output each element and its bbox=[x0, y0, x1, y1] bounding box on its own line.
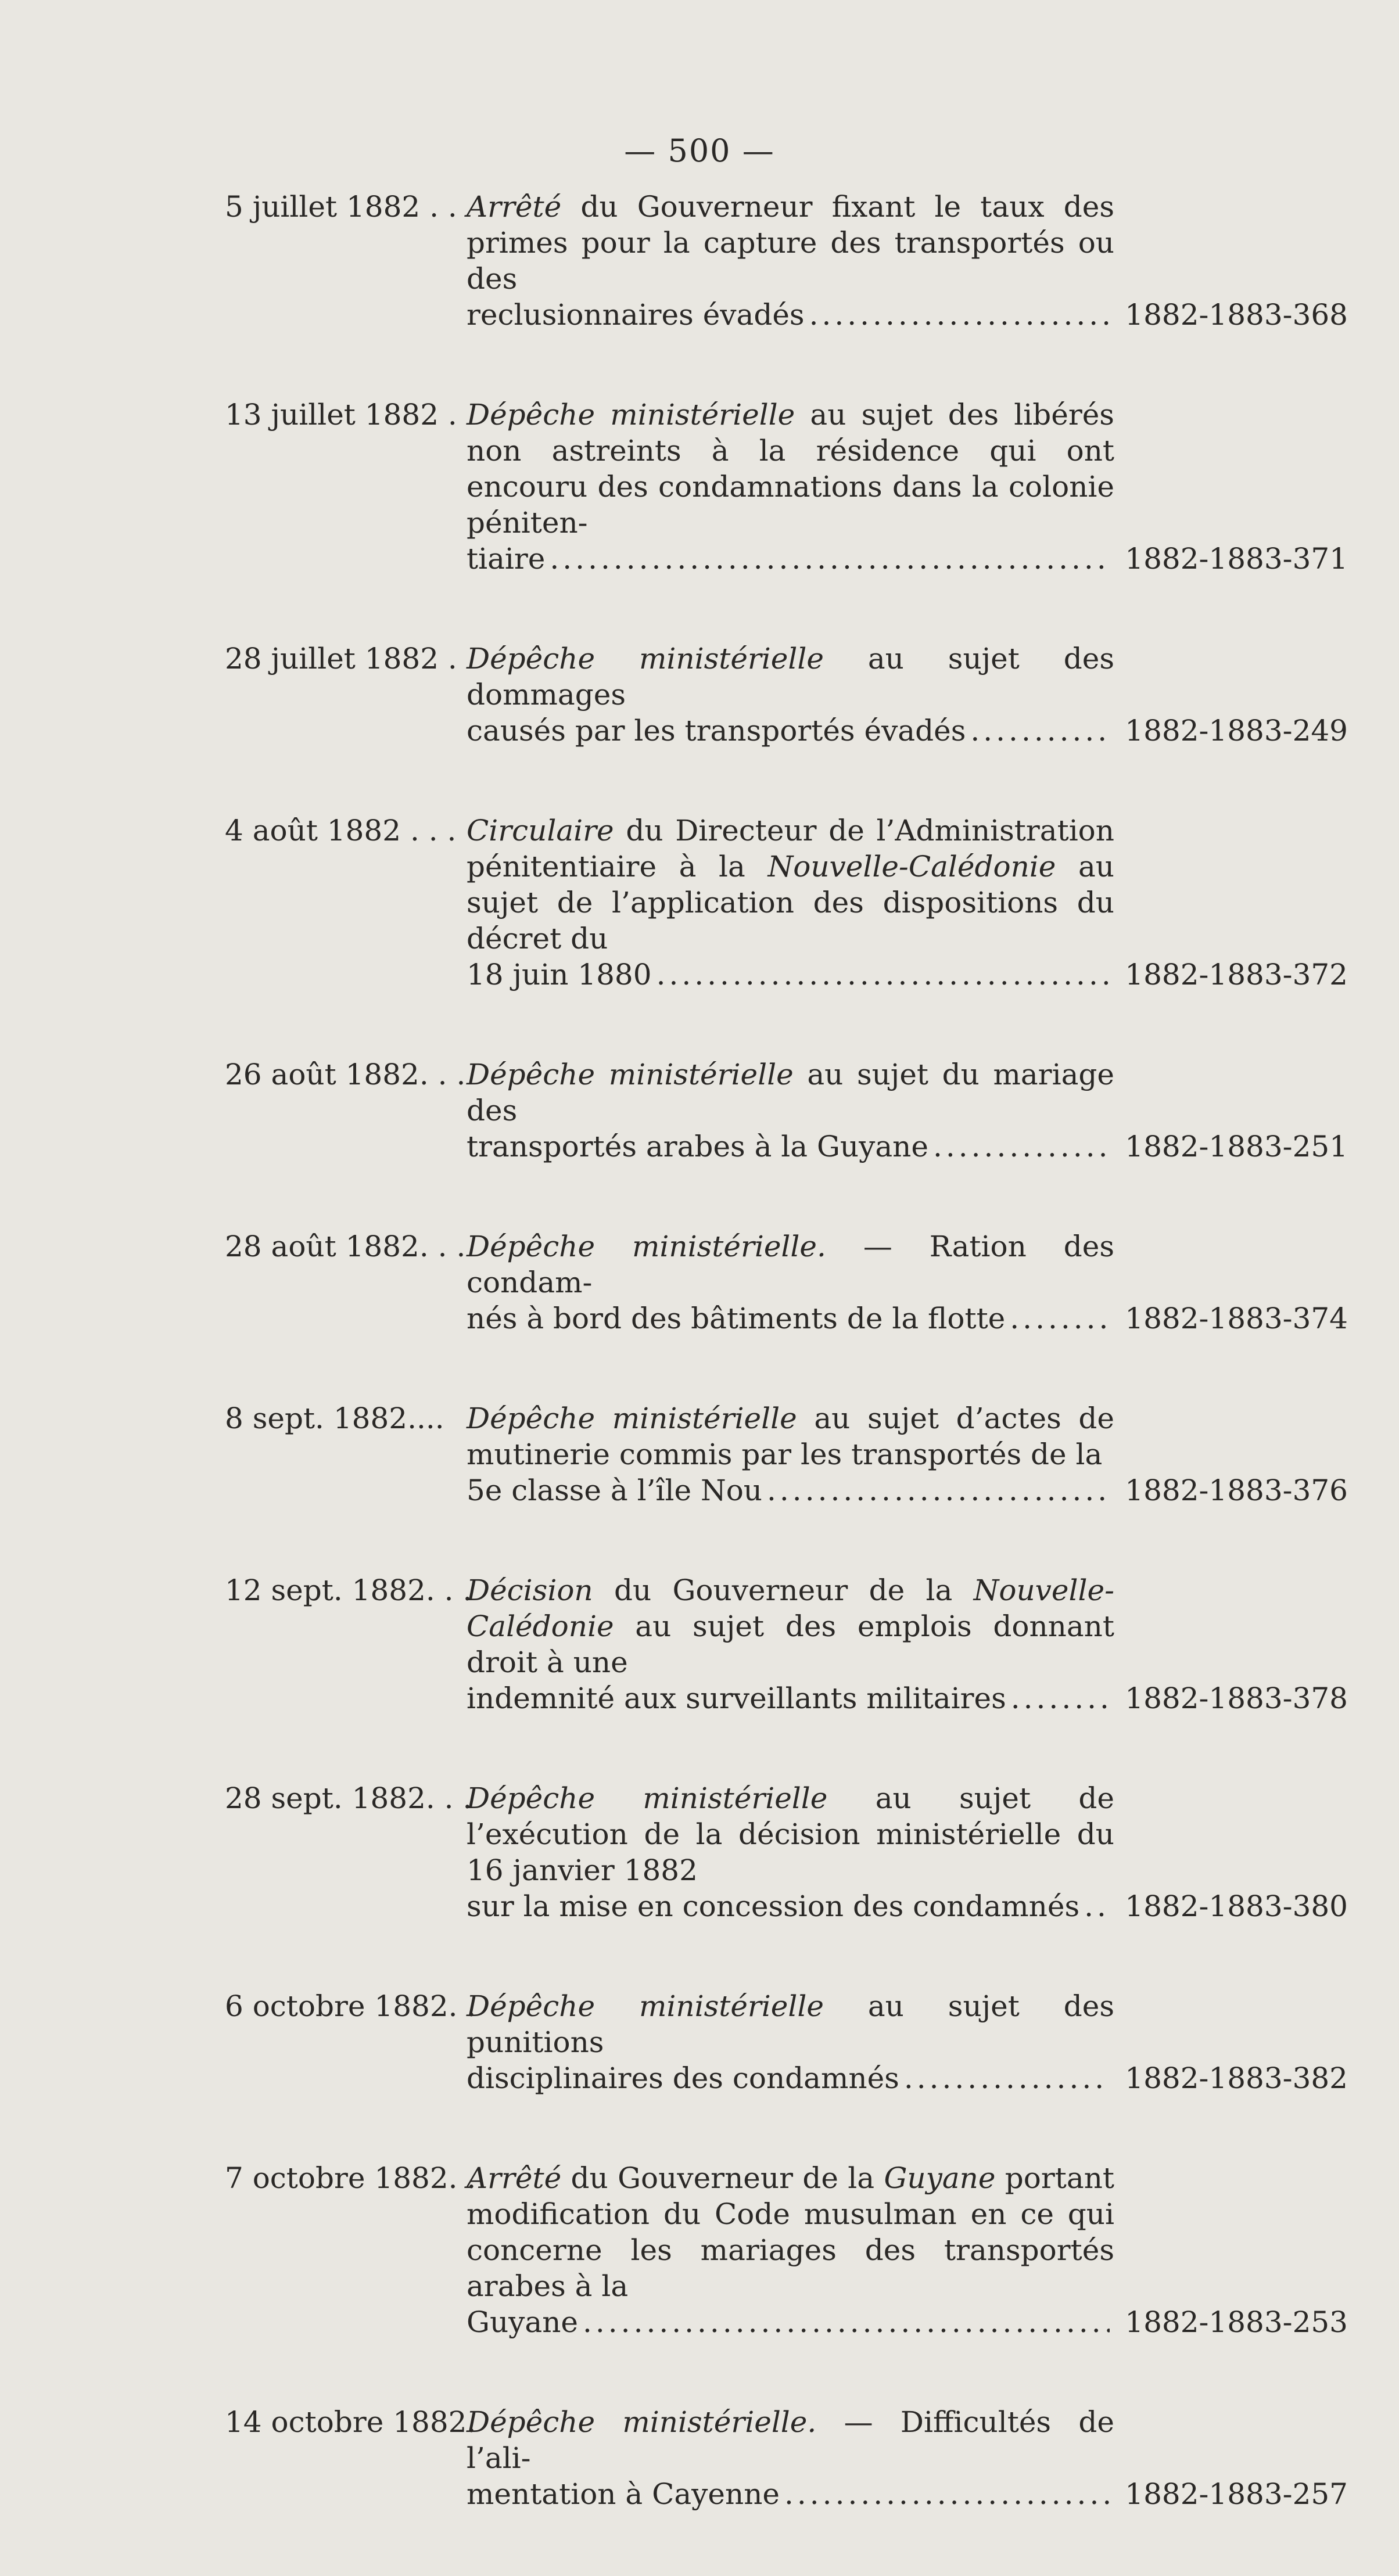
entry-last-line bbox=[467, 2476, 1114, 2512]
dot-leader bbox=[583, 2304, 1110, 2340]
entry-last-line bbox=[467, 1300, 1114, 1336]
entry-reference: 1882-1883-249 bbox=[1125, 714, 1348, 748]
entry-description: — Difficultés de l’ali- bbox=[467, 2405, 1114, 2475]
dot-leader bbox=[970, 713, 1110, 749]
entry-last-text: transportés arabes à la Guyane bbox=[467, 1130, 928, 1163]
list-item bbox=[0, 1572, 1399, 1716]
entry-description: du Gouverneur de la bbox=[614, 1573, 953, 1607]
page-number: — 500 — bbox=[624, 132, 775, 169]
entry-place: Nouvelle-Calédonie bbox=[767, 850, 1056, 883]
entry-last-text: mentation à Cayenne bbox=[467, 2477, 780, 2511]
entry-reference: 1882-1883-372 bbox=[1125, 958, 1348, 991]
entry-place: Nouvelle-Calédonie bbox=[467, 1573, 1114, 1643]
entry-last-line bbox=[467, 957, 1114, 993]
entry-reference: 1882-1883-253 bbox=[1125, 2305, 1348, 2339]
entry-text bbox=[467, 1780, 1114, 1924]
entry-last-text: tiaire bbox=[467, 542, 546, 576]
entry-keyword: Dépêche ministérielle bbox=[467, 1989, 824, 2023]
entry-date: 26 août 1882. . . bbox=[225, 1058, 466, 1091]
entry-keyword: Dépêche ministérielle bbox=[467, 642, 824, 676]
entry-text bbox=[467, 1572, 1114, 1716]
dot-leader bbox=[767, 1472, 1110, 1508]
entry-place: Guyane bbox=[884, 2161, 996, 2195]
entry-description: du Gouverneur fixant le taux des primes pour la capture des transportés ou des bbox=[467, 190, 1114, 296]
entry-description: au sujet des emplois donnant droit à une bbox=[467, 1609, 1114, 1679]
entry-last-text: 18 juin 1880 bbox=[467, 958, 652, 991]
dot-leader bbox=[904, 2060, 1110, 2096]
list-item bbox=[0, 2404, 1399, 2512]
entry-keyword: Dépêche ministérielle bbox=[467, 398, 795, 432]
entry-last-line bbox=[467, 1129, 1114, 1165]
entry-description: au sujet de l’application des dispositions du décret du bbox=[467, 850, 1114, 955]
entry-last-text: reclusionnaires évadés bbox=[467, 298, 805, 332]
entry-keyword: Dépêche ministérielle bbox=[467, 1781, 828, 1815]
entry-last-text: indemnité aux surveillants militaires bbox=[467, 1682, 1006, 1715]
entry-description: du Directeur de l’Administration pénitentiaire à la bbox=[467, 814, 1114, 883]
entry-last-text: Guyane bbox=[467, 2305, 578, 2339]
entry-date: 28 juillet 1882 . bbox=[225, 642, 457, 676]
dot-leader bbox=[933, 1129, 1110, 1165]
entry-keyword: Dépêche ministérielle bbox=[467, 1058, 794, 1091]
entry-last-text: nés à bord des bâtiments de la flotte bbox=[467, 1302, 1006, 1335]
dot-leader bbox=[657, 957, 1110, 993]
entry-reference: 1882-1883-257 bbox=[1125, 2477, 1348, 2511]
list-item bbox=[0, 1400, 1399, 1508]
entry-date: 7 octobre 1882. . bbox=[225, 2161, 476, 2195]
entries-list bbox=[0, 189, 1399, 2576]
entry-last-line bbox=[467, 297, 1114, 333]
entry-reference: 1882-1883-368 bbox=[1125, 298, 1348, 332]
entry-last-line bbox=[467, 1680, 1114, 1716]
entry-date: 13 juillet 1882 . bbox=[225, 398, 457, 432]
entry-text bbox=[467, 2404, 1114, 2512]
dot-leader bbox=[1084, 1888, 1110, 1924]
entry-keyword: Circulaire bbox=[467, 814, 614, 847]
entry-last-line bbox=[467, 2304, 1114, 2340]
entry-date: 6 octobre 1882. . bbox=[225, 1989, 476, 2023]
entry-reference: 1882-1883-380 bbox=[1125, 1889, 1348, 1923]
dot-leader bbox=[550, 541, 1110, 577]
entry-keyword: Arrêté bbox=[467, 190, 562, 224]
entry-reference: 1882-1883-376 bbox=[1125, 1474, 1348, 1507]
entry-description: au sujet d’actes de mutinerie commis par les transportés de la bbox=[467, 1402, 1114, 1471]
list-item bbox=[0, 813, 1399, 993]
list-item bbox=[0, 2160, 1399, 2340]
entry-reference: 1882-1883-374 bbox=[1125, 1302, 1348, 1335]
entry-keyword: Dépêche ministérielle. bbox=[467, 2405, 817, 2439]
entry-text bbox=[467, 2160, 1114, 2340]
entry-last-line bbox=[467, 713, 1114, 749]
entry-description: du Gouverneur de la bbox=[571, 2161, 875, 2195]
list-item bbox=[0, 1228, 1399, 1336]
dot-leader bbox=[1010, 1300, 1110, 1336]
entry-last-line bbox=[467, 541, 1114, 577]
entry-last-text: 5e classe à l’île Nou bbox=[467, 1474, 763, 1507]
entry-last-line bbox=[467, 1472, 1114, 1508]
entry-text bbox=[467, 813, 1114, 993]
entry-last-text: causés par les transportés évadés bbox=[467, 714, 966, 748]
entry-date: 5 juillet 1882 . . bbox=[225, 190, 457, 224]
entry-text bbox=[467, 1057, 1114, 1165]
entry-text bbox=[467, 1400, 1114, 1508]
entry-description: portant modification du Code musulman en ce qui concerne les mariages des transportés arabes à la bbox=[467, 2161, 1115, 2303]
entry-keyword: Dépêche ministérielle bbox=[467, 1402, 797, 1435]
entry-description: au sujet des libérés non astreints à la résidence qui ont encouru des condamnations dans la colonie péniten- bbox=[467, 398, 1114, 540]
list-item bbox=[0, 189, 1399, 333]
entry-text bbox=[467, 397, 1114, 577]
list-item bbox=[0, 641, 1399, 749]
entry-text bbox=[467, 1988, 1114, 2096]
entry-reference: 1882-1883-378 bbox=[1125, 1682, 1348, 1715]
list-item bbox=[0, 1780, 1399, 1924]
entry-description: au sujet des punitions bbox=[467, 1989, 1114, 2059]
entry-date: 28 sept. 1882. . . bbox=[225, 1781, 472, 1815]
entry-last-line bbox=[467, 1888, 1114, 1924]
entry-date: 14 octobre 1882. bbox=[225, 2405, 476, 2439]
entry-description: — Ration des condam- bbox=[467, 1230, 1114, 1299]
entry-description: au sujet des dommages bbox=[467, 642, 1114, 712]
entry-date: 8 sept. 1882.... bbox=[225, 1402, 444, 1435]
entry-keyword: Dépêche ministérielle. bbox=[467, 1230, 826, 1263]
entry-last-text: sur la mise en concession des condamnés bbox=[467, 1889, 1080, 1923]
dot-leader bbox=[809, 297, 1110, 333]
entry-reference: 1882-1883-371 bbox=[1125, 542, 1348, 576]
entry-text bbox=[467, 1228, 1114, 1336]
entry-keyword: Décision bbox=[467, 1573, 593, 1607]
entry-last-text: disciplinaires des condamnés bbox=[467, 2061, 899, 2095]
entry-text bbox=[467, 189, 1114, 333]
dot-leader bbox=[784, 2476, 1110, 2512]
entry-description: au sujet du mariage des bbox=[467, 1058, 1114, 1127]
entry-reference: 1882-1883-382 bbox=[1125, 2061, 1348, 2095]
entry-text bbox=[467, 641, 1114, 749]
list-item bbox=[0, 397, 1399, 577]
entry-keyword: Arrêté bbox=[467, 2161, 562, 2195]
entry-description: au sujet de l’exécution de la décision ministérielle du 16 janvier 1882 bbox=[467, 1781, 1114, 1887]
entry-date: 28 août 1882. . . bbox=[225, 1230, 466, 1263]
list-item bbox=[0, 1057, 1399, 1165]
entry-date: 12 sept. 1882. . . bbox=[225, 1573, 472, 1607]
dot-leader bbox=[1011, 1680, 1110, 1716]
list-item bbox=[0, 1988, 1399, 2096]
entry-date: 4 août 1882 . . . bbox=[225, 814, 457, 847]
entry-reference: 1882-1883-251 bbox=[1125, 1130, 1348, 1163]
entry-last-line bbox=[467, 2060, 1114, 2096]
